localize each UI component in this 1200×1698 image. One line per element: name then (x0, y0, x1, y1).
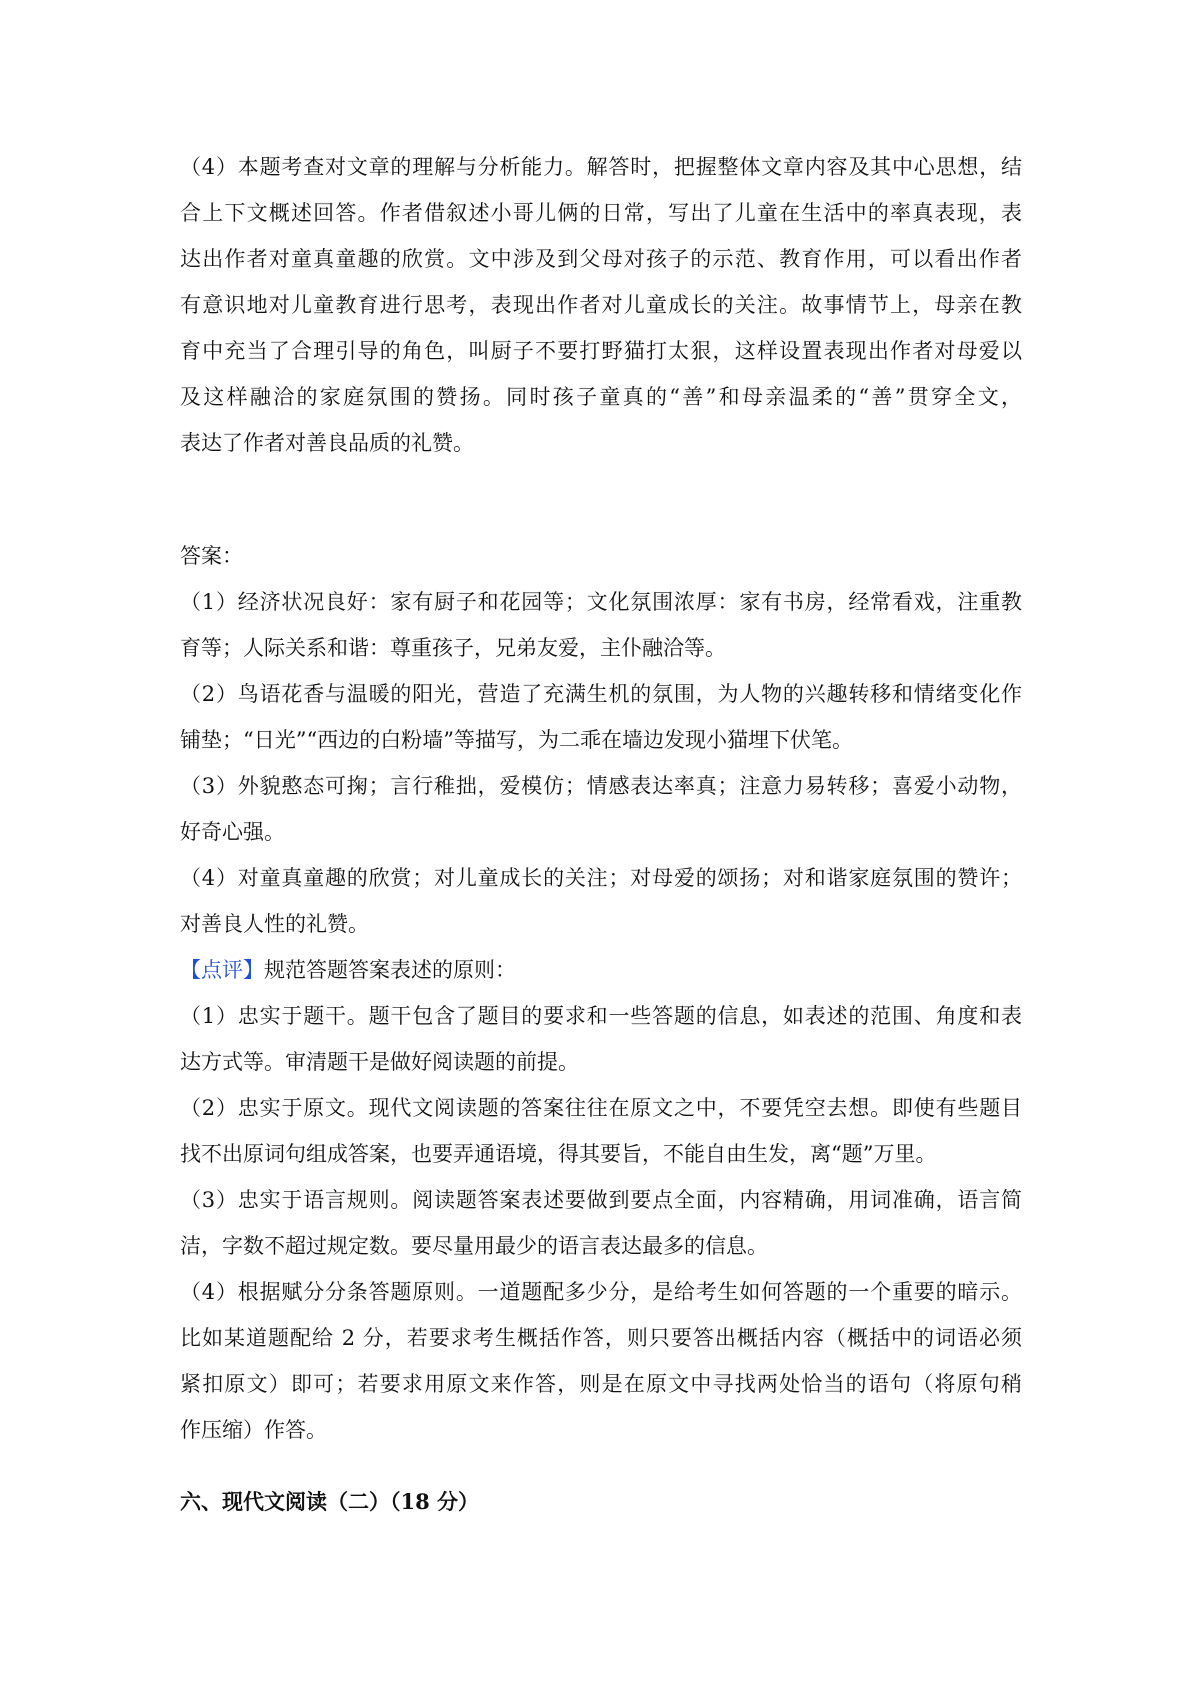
comment-line: 比如某道题配给 2 分，若要求考生概括作答，则只要答出概括内容（概括中的词语必须 (180, 1326, 1022, 1350)
answer-line: 育等；人际关系和谐：尊重孩子，兄弟友爱，主仆融洽等。 (180, 636, 726, 660)
answer-line: 好奇心强。 (180, 820, 285, 844)
comment-tag: 【点评】 (180, 958, 264, 982)
comment-intro: 规范答题答案表述的原则： (264, 958, 516, 982)
comment-line: （3）忠实于语言规则。阅读题答案表述要做到要点全面，内容精确，用词准确，语言简 (180, 1188, 1022, 1212)
answer-line: 铺垫；“日光”“西边的白粉墙”等描写，为二乖在墙边发现小猫埋下伏笔。 (180, 728, 853, 752)
comment-header (180, 955, 516, 985)
comment-line: 找不出原词句组成答案，也要弄通语境，得其要旨，不能自由生发，离“题”万里。 (180, 1142, 937, 1166)
analysis-line: 及这样融洽的家庭氛围的赞扬。同时孩子童真的“善”和母亲温柔的“善”贯穿全文， (180, 385, 1022, 409)
answer-label: 答案： (180, 544, 243, 568)
comment-line: 作压缩）作答。 (180, 1418, 327, 1442)
analysis-line: （4）本题考查对文章的理解与分析能力。解答时，把握整体文章内容及其中心思想，结 (180, 155, 1022, 179)
comment-line: 紧扣原文）即可；若要求用原文来作答，则是在原文中寻找两处恰当的语句（将原句稍 (180, 1372, 1022, 1396)
comment-line: 达方式等。审清题干是做好阅读题的前提。 (180, 1050, 579, 1074)
analysis-line: 育中充当了合理引导的角色，叫厨子不要打野猫打太狠，这样设置表现出作者对母爱以 (180, 339, 1022, 363)
comment-line: （2）忠实于原文。现代文阅读题的答案往往在原文之中，不要凭空去想。即使有些题目 (180, 1096, 1022, 1120)
comment-line: 洁，字数不超过规定数。要尽量用最少的语言表达最多的信息。 (180, 1234, 768, 1258)
answer-line: 对善良人性的礼赞。 (180, 912, 369, 936)
answer-line: （4）对童真童趣的欣赏；对儿童成长的关注；对母爱的颂扬；对和谐家庭氛围的赞许； (180, 866, 1022, 890)
comment-line: （1）忠实于题干。题干包含了题目的要求和一些答题的信息，如表述的范围、角度和表 (180, 1004, 1022, 1028)
analysis-line: 达出作者对童真童趣的欣赏。文中涉及到父母对孩子的示范、教育作用，可以看出作者 (180, 247, 1022, 271)
answer-line: （1）经济状况良好：家有厨子和花园等；文化氛围浓厚：家有书房，经常看戏，注重教 (180, 590, 1022, 614)
analysis-line: 合上下文概述回答。作者借叙述小哥儿俩的日常，写出了儿童在生活中的率真表现，表 (180, 201, 1022, 225)
answer-line: （3）外貌憨态可掬；言行稚拙，爱模仿；情感表达率真；注意力易转移；喜爱小动物， (180, 774, 1022, 798)
analysis-line: 有意识地对儿童教育进行思考，表现出作者对儿童成长的关注。故事情节上，母亲在教 (180, 293, 1022, 317)
answer-line: （2）鸟语花香与温暖的阳光，营造了充满生机的氛围，为人物的兴趣转移和情绪变化作 (180, 682, 1022, 706)
section-heading: 六、现代文阅读（二）（18 分） (180, 1489, 480, 1514)
analysis-line: 表达了作者对善良品质的礼赞。 (180, 431, 474, 455)
comment-line: （4）根据赋分分条答题原则。一道题配多少分，是给考生如何答题的一个重要的暗示。 (180, 1280, 1022, 1304)
